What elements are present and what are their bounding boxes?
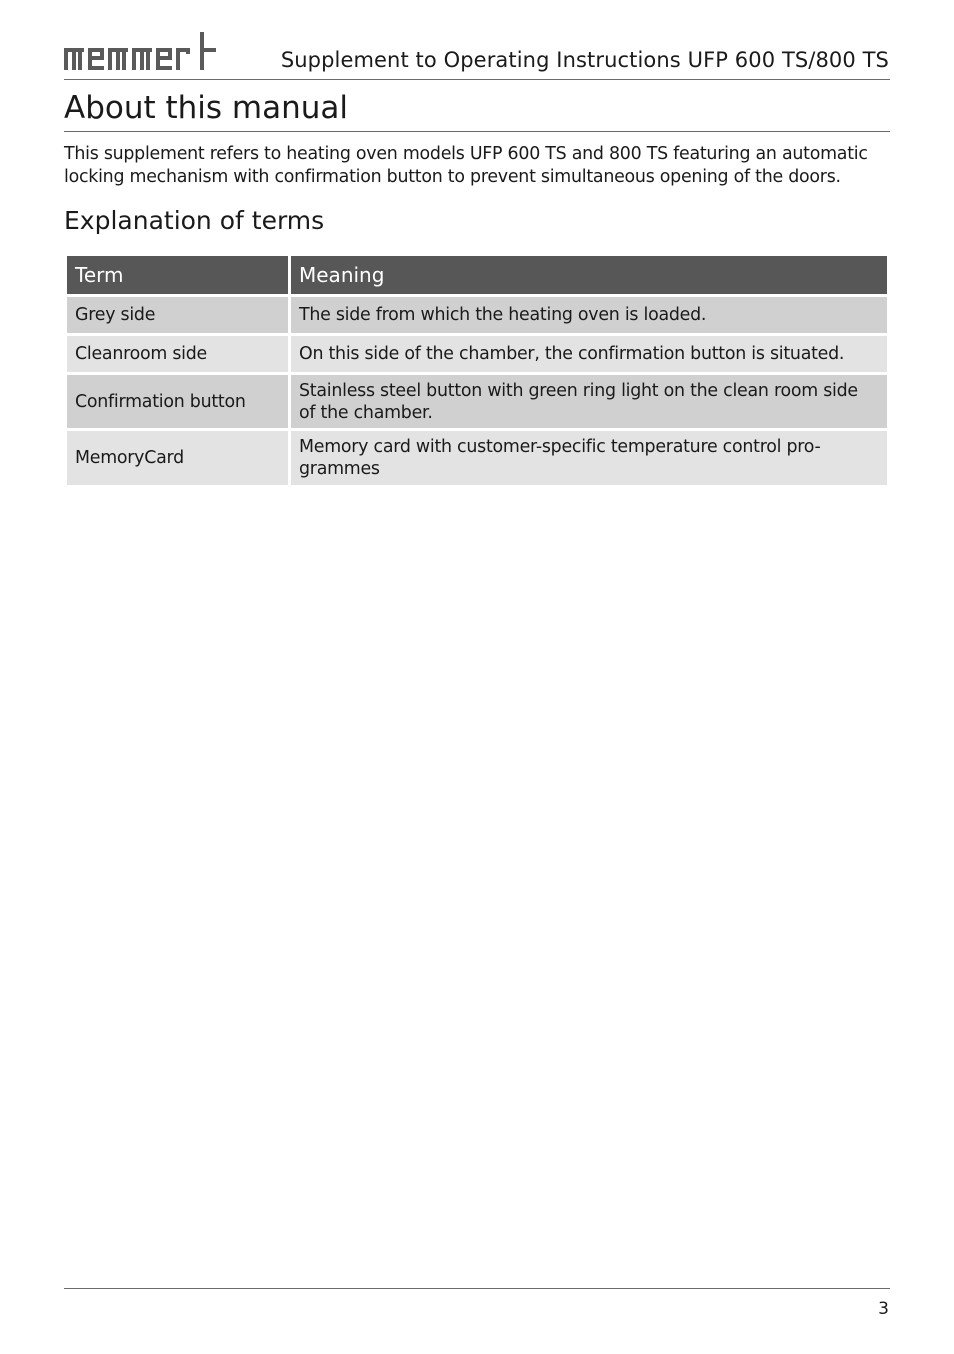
section-title: Explanation of terms	[64, 206, 325, 235]
table-row	[67, 431, 887, 485]
intro-paragraph: This supplement refers to heating oven models UFP 600 TS and 800 TS featuring an automatic locking mechanism with confirmation button to prevent simultaneous opening of the doors.	[64, 144, 868, 187]
page-number: 3	[878, 1299, 889, 1319]
term-cell: Cleanroom side	[67, 336, 288, 372]
term-cell: Grey side	[67, 297, 288, 333]
page-title: About this manual	[64, 90, 349, 126]
term-cell: Confirmation button	[67, 375, 288, 428]
table-row	[67, 336, 887, 372]
term-cell: MemoryCard	[67, 431, 288, 485]
header-divider	[64, 79, 890, 80]
meaning-cell: Stainless steel button with green ring light on the clean room side of the chamber.	[291, 375, 887, 428]
meaning-cell: Memory card with customer-specific temperature control pro-grammes	[291, 431, 887, 485]
column-header-term: Term	[67, 256, 288, 294]
footer-divider	[64, 1288, 890, 1289]
table-header-row	[67, 256, 887, 294]
table-row	[67, 375, 887, 428]
document-header-title: Supplement to Operating Instructions UFP 600 TS/800 TS	[280, 48, 889, 72]
column-header-meaning: Meaning	[291, 256, 887, 294]
terms-table	[64, 253, 890, 488]
meaning-cell: The side from which the heating oven is loaded.	[291, 297, 887, 333]
memmert-logo	[64, 30, 216, 72]
meaning-cell: On this side of the chamber, the confirmation button is situated.	[291, 336, 887, 372]
title-divider	[64, 131, 890, 132]
table-row	[67, 297, 887, 333]
